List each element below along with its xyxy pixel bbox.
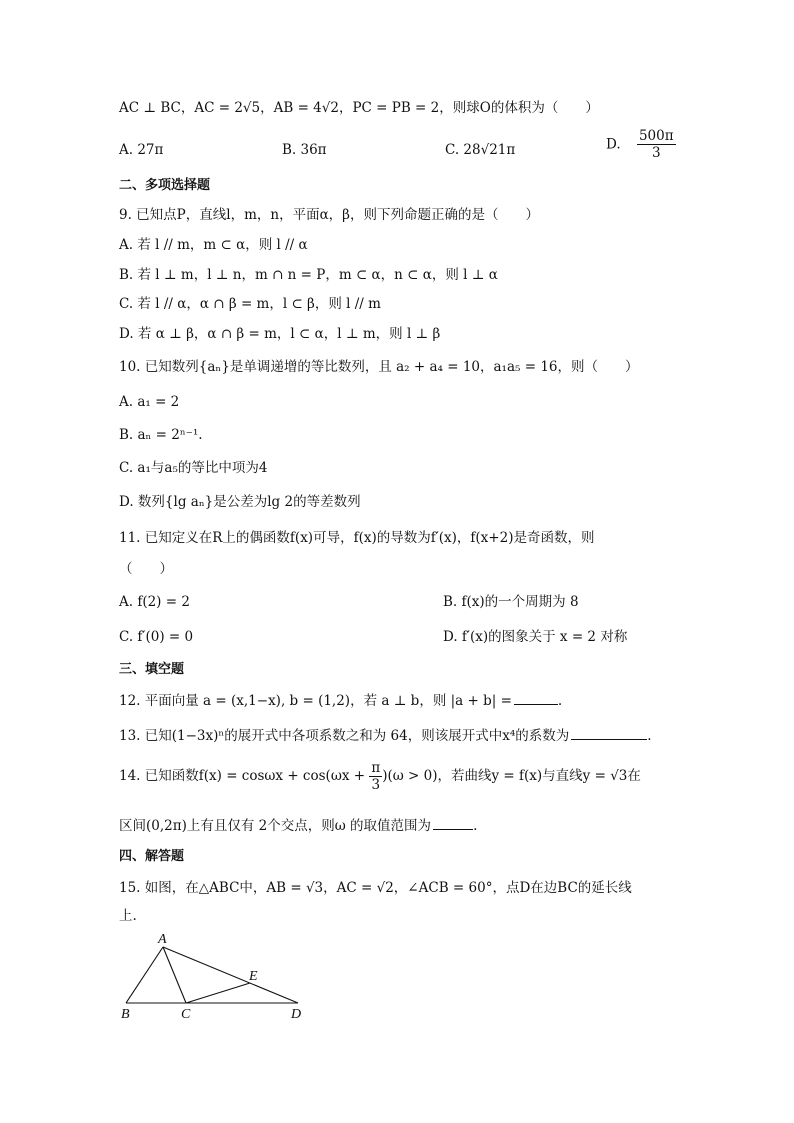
label-e: E [249, 969, 258, 984]
question-12: 12. 平面向量 a = (x,1−x), b = (1,2)，若 a ⊥ b，则 |a + b| = . [119, 693, 563, 709]
q11-option-a: A. f(2) = 2 [119, 594, 190, 610]
question-8-tail: AC ⊥ BC，AC = 2√5，AB = 4√2，PC = PB = 2，则球O的体积为（ ） [119, 100, 599, 116]
section-3-heading: 三、填空题 [119, 662, 185, 677]
question-14-cont: 区间(0,2π)上有且仅有 2个交点，则ω 的取值范围为 . [119, 818, 478, 834]
label-b: B [121, 1007, 130, 1022]
q14-numerator: π [371, 760, 381, 776]
label-c: C [181, 1007, 191, 1022]
label-d: D [291, 1007, 302, 1022]
section-4-heading: 四、解答题 [119, 849, 185, 864]
answer-blank[interactable] [514, 692, 558, 705]
q8-d-denominator: 3 [651, 145, 661, 161]
question-14-text-b: )(ω > 0)，若曲线y = f(x)与直线y = √3在 [382, 768, 641, 784]
question-12-text: 12. 平面向量 a = (x,1−x), b = (1,2)，若 a ⊥ b，则 |a + b| = [119, 693, 512, 709]
q9-option-b: B. 若 l ⊥ m，l ⊥ n，m ∩ n = P，m ⊂ α，n ⊂ α，则 l ⊥ α [119, 267, 498, 283]
question-15-cont: 上. [119, 908, 137, 924]
question-14-text-c: 区间(0,2π)上有且仅有 2个交点，则ω 的取值范围为 [119, 818, 432, 834]
q11-option-b: B. f(x)的一个周期为 8 [443, 594, 579, 610]
section-2-heading: 二、多项选择题 [119, 178, 211, 193]
q9-option-a: A. 若 l // m，m ⊂ α，则 l // α [119, 237, 308, 253]
q8-option-c: C. 28√21π [445, 142, 516, 158]
q8-d-numerator: 500π [638, 128, 674, 144]
q11-option-c: C. f′(0) = 0 [119, 629, 194, 645]
q10-option-a: A. a₁ = 2 [119, 394, 180, 410]
answer-blank[interactable] [571, 727, 647, 740]
q8-option-b: B. 36π [282, 142, 327, 158]
q10-option-b: B. aₙ = 2ⁿ⁻¹. [119, 427, 203, 443]
question-14-text-a: 14. 已知函数f(x) = cosωx + cos(ωx + [119, 768, 370, 784]
triangle-figure [118, 930, 308, 1022]
q9-option-d: D. 若 α ⊥ β，α ∩ β = m，l ⊂ α，l ⊥ m，则 l ⊥ β [119, 326, 441, 342]
question-10: 10. 已知数列{aₙ}是单调递增的等比数列，且 a₂ + a₄ = 10，a₁a₅ = 16，则（ ） [119, 359, 639, 375]
q8-option-d-label: D. [606, 136, 621, 153]
q8-option-d [606, 128, 676, 161]
q8-option-a: A. 27π [119, 142, 164, 158]
q9-option-c: C. 若 l // α，α ∩ β = m，l ⊂ β，则 l // m [119, 296, 381, 312]
question-9: 9. 已知点P，直线l，m，n，平面α，β，则下列命题正确的是（ ） [119, 207, 539, 223]
question-13-text: 13. 已知(1−3x)ⁿ的展开式中各项系数之和为 64，则该展开式中x⁴的系数为 [119, 728, 570, 744]
label-a: A [158, 932, 167, 947]
question-11: 11. 已知定义在R上的偶函数f(x)可导，f(x)的导数为f′(x)，f(x+2)是奇函数，则 [119, 530, 595, 546]
q14-fraction [369, 760, 382, 793]
q14-denominator: 3 [371, 777, 381, 793]
question-15: 15. 如图，在△ABC中，AB = √3，AC = √2，∠ACB = 60°，点D在边BC的延长线 [119, 880, 632, 896]
answer-blank[interactable] [433, 817, 473, 830]
question-13: 13. 已知(1−3x)ⁿ的展开式中各项系数之和为 64，则该展开式中x⁴的系数为 . [119, 728, 652, 744]
q11-option-d: D. f′(x)的图象关于 x = 2 对称 [443, 629, 628, 645]
q10-option-c: C. a₁与a₅的等比中项为4 [119, 460, 268, 476]
q8-option-d-fraction [637, 128, 676, 161]
question-11-bracket: （ ） [119, 561, 173, 577]
question-14 [119, 758, 641, 794]
q10-option-d: D. 数列{lg aₙ}是公差为lg 2的等差数列 [119, 494, 361, 510]
